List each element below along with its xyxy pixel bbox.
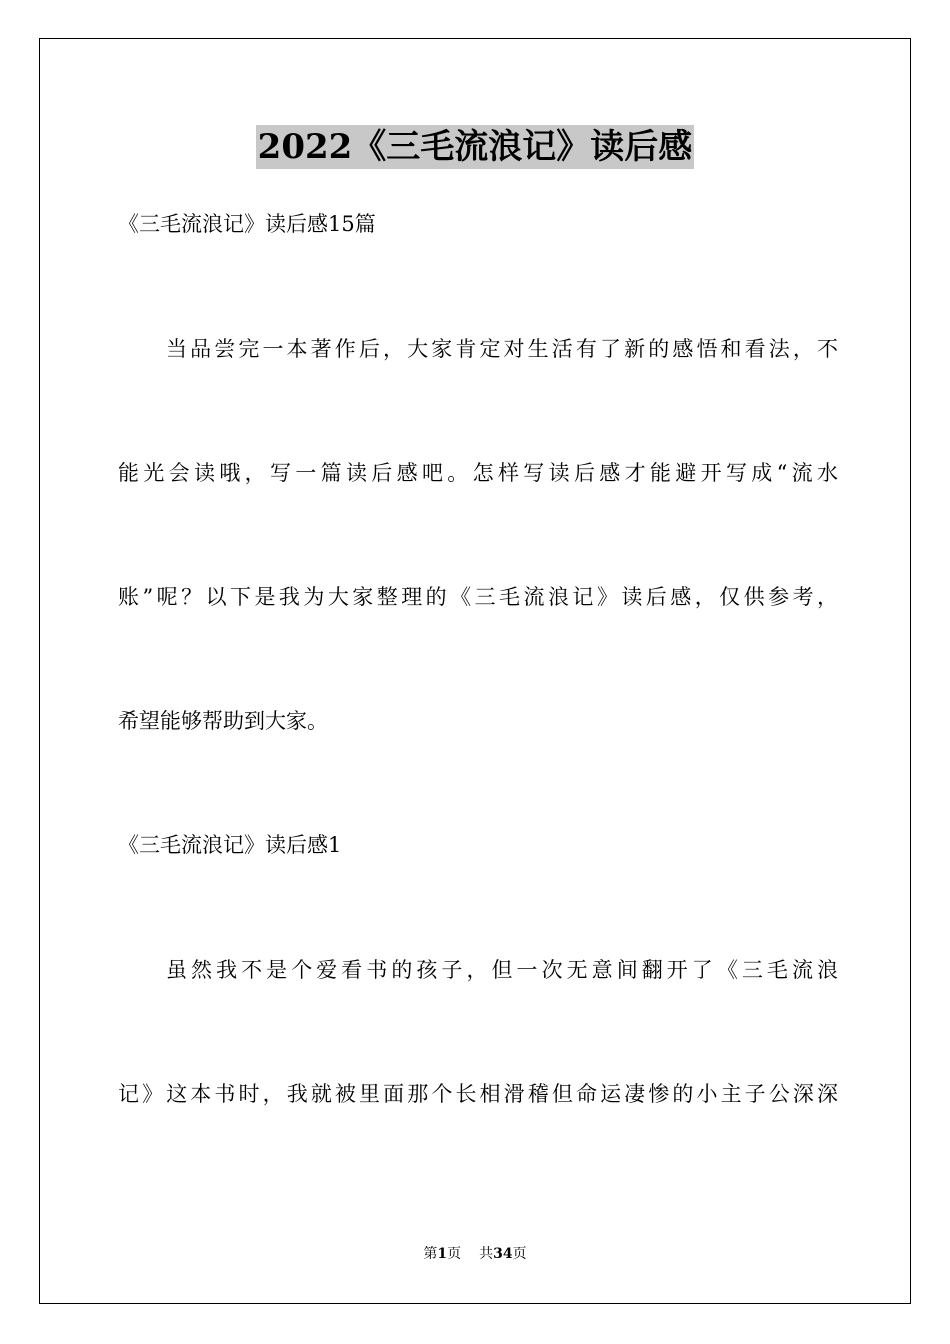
page-suffix: 页 [447, 1246, 462, 1262]
paragraph-1-line-3: 账”呢？以下是我为大家整理的《三毛流浪记》读后感，仅供参考， [118, 585, 838, 609]
total-pages: 34 [493, 1246, 513, 1262]
paragraph-1-line-1: 当品尝完一本著作后，大家肯定对生活有了新的感悟和看法，不 [166, 337, 838, 361]
paragraph-2-line-2: 记》这本书时，我就被里面那个长相滑稽但命运凄惨的小主子公深深 [118, 1082, 838, 1106]
page-number: 1 [437, 1246, 448, 1262]
paragraph-1-line-2: 能光会读哦，写一篇读后感吧。怎样写读后感才能避开写成“流水 [118, 461, 838, 485]
paragraph-1-line-4: 希望能够帮助到大家。 [118, 709, 328, 733]
section-heading: 《三毛流浪记》读后感1 [118, 833, 342, 857]
title-container [0, 125, 950, 169]
page-prefix: 第 [423, 1246, 438, 1262]
total-suffix: 页 [512, 1246, 527, 1262]
paragraph-2-line-1: 虽然我不是个爱看书的孩子，但一次无意间翻开了《三毛流浪 [166, 958, 838, 982]
total-prefix: 共 [479, 1246, 494, 1262]
page-footer [0, 1244, 950, 1264]
document-title: 2022《三毛流浪记》读后感 [257, 127, 693, 167]
document-subtitle: 《三毛流浪记》读后感15篇 [118, 212, 376, 236]
